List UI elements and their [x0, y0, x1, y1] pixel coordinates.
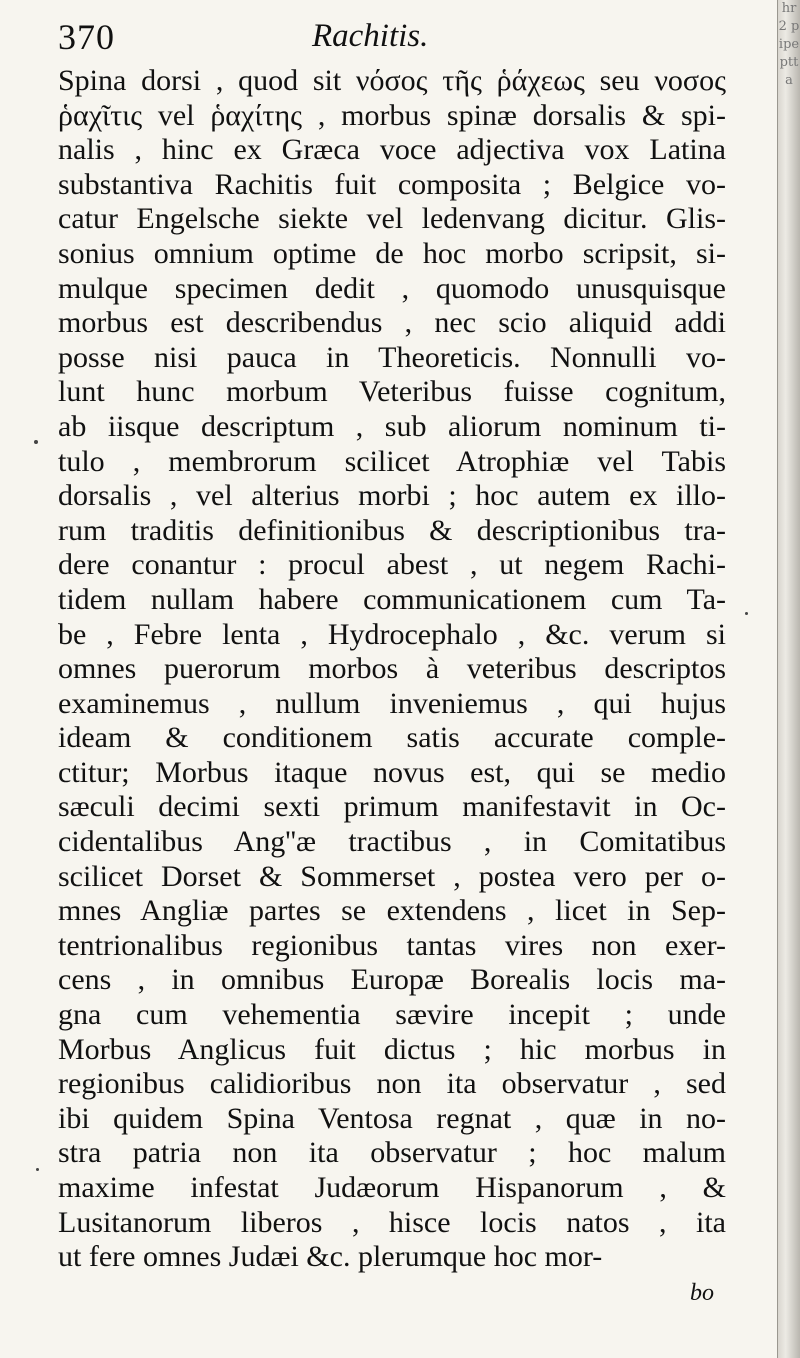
running-head — [58, 14, 718, 60]
text-line: tidem nullam habere communicationem cum Ta- — [58, 582, 726, 616]
text-line: dorsalis , vel alterius morbi ; hoc autem ex illo- — [58, 479, 726, 513]
text-line: ab iisque descriptum , sub aliorum nominum ti- — [58, 409, 726, 443]
text-line: ideam & conditionem satis accurate comple- — [58, 721, 726, 755]
text-line: omnes puerorum morbos à veteribus descriptos — [58, 652, 726, 686]
text-line: ῥαχῖτις vel ῥαχίτης , morbus spinæ dorsalis & spi- — [58, 98, 726, 132]
text-line: Lusitanorum liberos , hisce locis natos , ita — [58, 1205, 726, 1239]
text-line: mulque specimen dedit , quomodo unusquisque — [58, 271, 726, 305]
text-line: tulo , membrorum scilicet Atrophiæ vel Tabis — [58, 444, 726, 478]
text-line: Morbus Anglicus fuit dictus ; hic morbus in — [58, 1032, 726, 1066]
text-line: ut fere omnes Judæi &c. plerumque hoc mor- — [58, 1240, 603, 1274]
text-line: scilicet Dorset & Sommerset , postea vero per o- — [58, 859, 726, 893]
ink-speck — [34, 440, 38, 444]
text-line: catur Engelsche siekte vel ledenvang dicitur. Glis- — [58, 202, 726, 236]
text-line: sæculi decimi sexti primum manifestavit in Oc- — [58, 790, 726, 824]
text-line: ibi quidem Spina Ventosa regnat , quæ in no- — [58, 1101, 726, 1135]
text-line: cens , in omnibus Europæ Borealis locis ma- — [58, 963, 726, 997]
text-line: posse nisi pauca in Theoreticis. Nonnulli vo- — [58, 340, 726, 374]
text-line: lunt hunc morbum Veteribus fuisse cognitum, — [58, 375, 726, 409]
text-line: morbus est describendus , nec scio aliquid addi — [58, 306, 726, 340]
text-line: nalis , hinc ex Græca voce adjectiva vox Latina — [58, 133, 726, 167]
text-line: ctitur; Morbus itaque novus est, qui se medio — [58, 755, 726, 789]
text-line: cidentalibus Ang''æ tractibus , in Comitatibus — [58, 825, 726, 859]
text-line: dere conantur : procul abest , ut negem Rachi- — [58, 548, 726, 582]
text-line: sonius omnium optime de hoc morbo scripsit, si- — [58, 236, 726, 270]
text-line: mnes Angliæ partes se extendens , licet in Sep- — [58, 894, 726, 928]
edge-text: hr2 pipe ptta — [778, 1, 800, 88]
body-text — [58, 64, 726, 1275]
text-line: be , Febre lenta , Hydrocephalo , &c. verum si — [58, 617, 726, 651]
text-line: rum traditis definitionibus & descriptionibus tra- — [58, 513, 726, 547]
ink-speck — [745, 612, 748, 615]
ink-speck — [36, 1168, 39, 1171]
page-number: 370 — [58, 17, 115, 57]
text-line: maxime infestat Judæorum Hispanorum , & — [58, 1171, 726, 1204]
catchword: bo — [690, 1280, 714, 1306]
text-line: substantiva Rachitis fuit composita ; Belgice vo- — [58, 167, 726, 201]
adjacent-page-edge — [777, 0, 800, 1358]
text-line: tentrionalibus regionibus tantas vires non exer- — [58, 928, 726, 962]
text-line: regionibus calidioribus non ita observatur , sed — [58, 1067, 726, 1101]
page-header: Rachitis. — [312, 18, 429, 54]
text-line: Spina dorsi , quod sit νόσος τῆς ῥάχεως seu νοσος — [58, 64, 726, 97]
text-line: gna cum vehementia sævire incepit ; unde — [58, 998, 726, 1032]
text-line: stra patria non ita observatur ; hoc malum — [58, 1136, 726, 1170]
text-line: examinemus , nullum inveniemus , qui hujus — [58, 686, 726, 720]
